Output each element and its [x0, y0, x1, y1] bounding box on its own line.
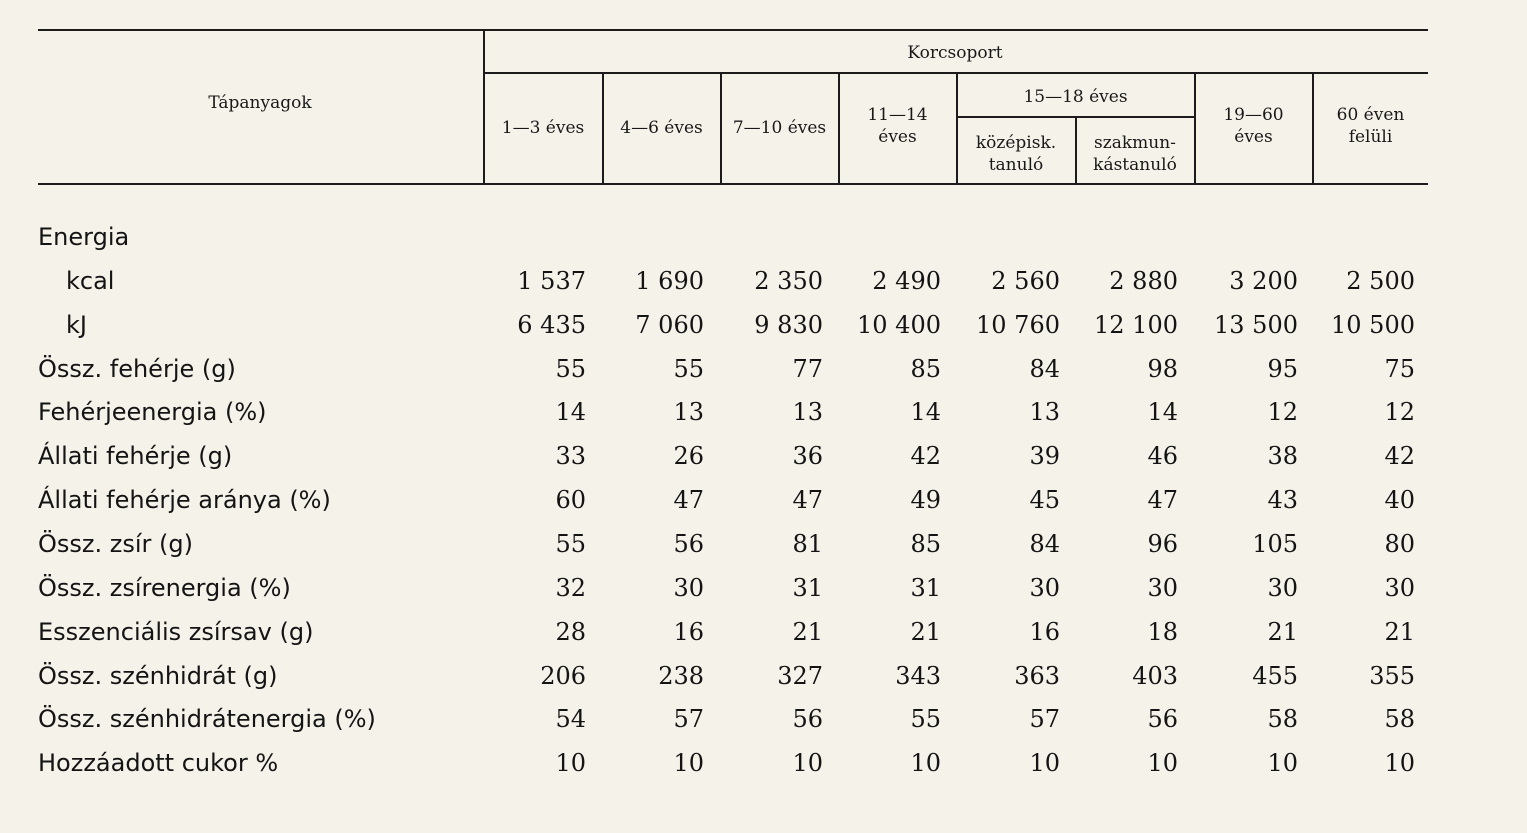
- cell-value: 84: [1029, 530, 1060, 558]
- cell-value: 10: [792, 749, 823, 777]
- header-col-4-6: 4—6 éves: [620, 118, 703, 138]
- row-label: Össz. szénhidrátenergia (%): [38, 705, 376, 733]
- cell-value: 2 490: [872, 267, 941, 295]
- cell-value: 10 760: [976, 311, 1060, 339]
- cell-value: 1 690: [635, 267, 704, 295]
- cell-value: 10: [1147, 749, 1178, 777]
- cell-value: 343: [895, 662, 941, 690]
- cell-value: 1 537: [517, 267, 586, 295]
- cell-value: 55: [555, 530, 586, 558]
- header-col-60-line1: 60 éven: [1336, 105, 1405, 125]
- header-col-kozepisk-line1: középisk.: [975, 133, 1057, 153]
- cell-value: 16: [1029, 618, 1060, 646]
- cell-value: 12 100: [1094, 311, 1178, 339]
- header-col-15-18: 15—18 éves: [1023, 87, 1128, 107]
- cell-value: 6 435: [517, 311, 586, 339]
- cell-value: 32: [555, 574, 586, 602]
- cell-value: 10: [910, 749, 941, 777]
- header-col-11-14-line1: 11—14: [867, 105, 928, 125]
- row-label: Fehérjeenergia (%): [38, 398, 267, 426]
- row-label: Össz. zsírenergia (%): [38, 574, 291, 602]
- cell-value: 30: [1147, 574, 1178, 602]
- row-label: Össz. fehérje (g): [38, 355, 236, 383]
- cell-value: 38: [1267, 442, 1298, 470]
- cell-value: 85: [910, 530, 941, 558]
- cell-value: 14: [910, 398, 941, 426]
- cell-value: 36: [792, 442, 823, 470]
- header-col-7-10: 7—10 éves: [732, 118, 827, 138]
- header-col-11-14-line2: éves: [878, 127, 917, 147]
- cell-value: 28: [555, 618, 586, 646]
- header-col-19-60-line1: 19—60: [1223, 105, 1284, 125]
- header-col-szakmun: [1076, 132, 1194, 176]
- cell-value: 10: [1267, 749, 1298, 777]
- cell-value: 9 830: [754, 311, 823, 339]
- cell-value: 31: [910, 574, 941, 602]
- cell-value: 2 350: [754, 267, 823, 295]
- cell-value: 206: [540, 662, 586, 690]
- cell-value: 33: [555, 442, 586, 470]
- cell-value: 46: [1147, 442, 1178, 470]
- cell-value: 47: [1147, 486, 1178, 514]
- cell-value: 47: [673, 486, 704, 514]
- row-label: Energia: [38, 223, 130, 251]
- cell-value: 105: [1252, 530, 1298, 558]
- vrule-1: [483, 30, 485, 184]
- cell-value: 10 400: [857, 311, 941, 339]
- row-label: Össz. zsír (g): [38, 530, 193, 558]
- cell-value: 56: [1147, 705, 1178, 733]
- cell-value: 327: [777, 662, 823, 690]
- cell-value: 55: [673, 355, 704, 383]
- cell-value: 40: [1384, 486, 1415, 514]
- cell-value: 10: [1384, 749, 1415, 777]
- cell-value: 54: [555, 705, 586, 733]
- cell-value: 56: [792, 705, 823, 733]
- cell-value: 21: [910, 618, 941, 646]
- header-col-19-60: [1195, 104, 1312, 148]
- cell-value: 77: [792, 355, 823, 383]
- cell-value: 13: [1029, 398, 1060, 426]
- row-label: Állati fehérje aránya (%): [38, 486, 331, 514]
- header-col-60: [1313, 104, 1428, 148]
- header-col-1-3: 1—3 éves: [501, 118, 585, 138]
- cell-value: 85: [910, 355, 941, 383]
- cell-value: 7 060: [635, 311, 704, 339]
- cell-value: 55: [555, 355, 586, 383]
- cell-value: 55: [910, 705, 941, 733]
- cell-value: 16: [673, 618, 704, 646]
- cell-value: 58: [1384, 705, 1415, 733]
- cell-value: 10: [1029, 749, 1060, 777]
- cell-value: 30: [1384, 574, 1415, 602]
- cell-value: 30: [1029, 574, 1060, 602]
- cell-value: 10 500: [1331, 311, 1415, 339]
- cell-value: 455: [1252, 662, 1298, 690]
- table-top-rule: [38, 29, 1428, 31]
- header-col-11-14: [839, 104, 956, 148]
- row-label: Hozzáadott cukor %: [38, 749, 279, 777]
- cell-value: 10: [555, 749, 586, 777]
- cell-value: 403: [1132, 662, 1178, 690]
- cell-value: 45: [1029, 486, 1060, 514]
- cell-value: 355: [1369, 662, 1415, 690]
- cell-value: 58: [1267, 705, 1298, 733]
- cell-value: 2 500: [1346, 267, 1415, 295]
- cell-value: 56: [673, 530, 704, 558]
- cell-value: 30: [673, 574, 704, 602]
- cell-value: 43: [1267, 486, 1298, 514]
- cell-value: 42: [910, 442, 941, 470]
- header-col-szakmun-line2: kástanuló: [1093, 155, 1177, 175]
- cell-value: 39: [1029, 442, 1060, 470]
- header-tapanyagok: Tápanyagok: [208, 93, 312, 113]
- cell-value: 57: [673, 705, 704, 733]
- cell-value: 14: [1147, 398, 1178, 426]
- row-label: Esszenciális zsírsav (g): [38, 618, 314, 646]
- cell-value: 49: [910, 486, 941, 514]
- header-col-19-60-line2: éves: [1234, 127, 1273, 147]
- cell-value: 31: [792, 574, 823, 602]
- cell-value: 13 500: [1214, 311, 1298, 339]
- cell-value: 30: [1267, 574, 1298, 602]
- row-label: Állati fehérje (g): [38, 442, 233, 470]
- cell-value: 21: [1267, 618, 1298, 646]
- row-label: kJ: [66, 311, 87, 339]
- header-bottom-rule: [38, 183, 1428, 185]
- cell-value: 2 560: [991, 267, 1060, 295]
- cell-value: 60: [555, 486, 586, 514]
- cell-value: 84: [1029, 355, 1060, 383]
- cell-value: 12: [1384, 398, 1415, 426]
- cell-value: 57: [1029, 705, 1060, 733]
- cell-value: 363: [1014, 662, 1060, 690]
- header-col-kozepisk-line2: tanuló: [988, 155, 1044, 175]
- cell-value: 2 880: [1109, 267, 1178, 295]
- cell-value: 95: [1267, 355, 1298, 383]
- cell-value: 42: [1384, 442, 1415, 470]
- cell-value: 10: [673, 749, 704, 777]
- header-col-60-line2: felüli: [1348, 127, 1393, 147]
- cell-value: 98: [1147, 355, 1178, 383]
- row-label: Össz. szénhidrát (g): [38, 662, 278, 690]
- cell-value: 238: [658, 662, 704, 690]
- row-label: kcal: [66, 267, 115, 295]
- cell-value: 14: [555, 398, 586, 426]
- header-col-szakmun-line1: szakmun-: [1094, 133, 1176, 153]
- cell-value: 18: [1147, 618, 1178, 646]
- cell-value: 80: [1384, 530, 1415, 558]
- cell-value: 12: [1267, 398, 1298, 426]
- header-col-kozepisk: [957, 132, 1075, 176]
- cell-value: 96: [1147, 530, 1178, 558]
- cell-value: 3 200: [1229, 267, 1298, 295]
- cell-value: 21: [792, 618, 823, 646]
- cell-value: 13: [673, 398, 704, 426]
- cell-value: 81: [792, 530, 823, 558]
- cell-value: 75: [1384, 355, 1415, 383]
- header-korcsoport: Korcsoport: [907, 43, 1003, 63]
- cell-value: 21: [1384, 618, 1415, 646]
- cell-value: 13: [792, 398, 823, 426]
- cell-value: 47: [792, 486, 823, 514]
- cell-value: 26: [673, 442, 704, 470]
